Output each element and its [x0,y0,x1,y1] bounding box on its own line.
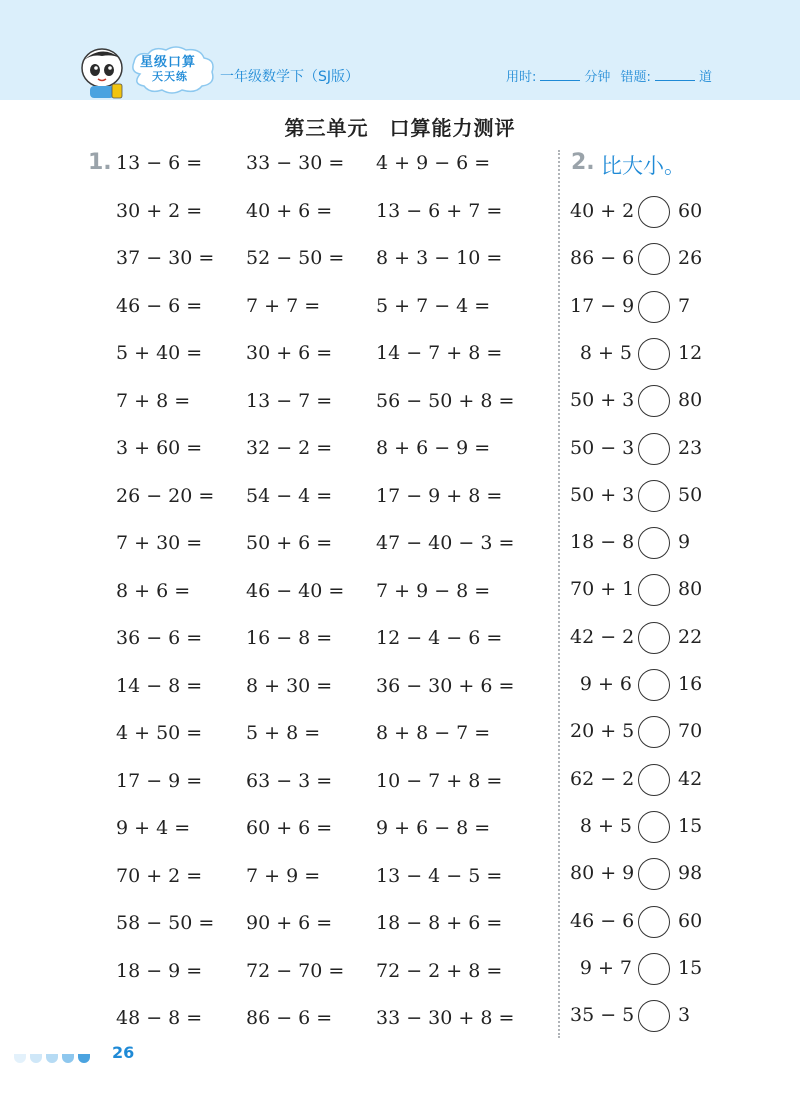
column-divider [558,150,560,1038]
section-1-number: 1. [88,150,112,175]
errors-label: 错题: [620,70,651,85]
calc-problem: 3 + 60 = [116,437,203,459]
compare-right-value: 9 [678,531,691,554]
calc-problem: 36 − 30 + 6 = [376,674,515,697]
calc-problem: 18 − 8 + 6 = [376,912,503,934]
calc-problem: 8 + 30 = [246,674,333,697]
compare-left-expression: 42 − 2 [570,625,635,648]
compare-left-expression: 8 + 5 [579,341,632,364]
calc-problem: 5 + 8 = [246,722,321,744]
compare-right-value: 22 [678,625,703,648]
calc-problem: 86 − 6 = [246,1007,333,1029]
compare-left-expression: 46 − 6 [570,909,635,932]
calc-problem: 30 + 2 = [116,199,203,222]
compare-answer-circle[interactable] [638,764,670,796]
calc-problem: 8 + 8 − 7 = [376,722,491,744]
calc-problem: 47 − 40 − 3 = [376,532,515,554]
calc-problem: 7 + 9 = [246,864,321,887]
compare-answer-circle[interactable] [638,953,670,985]
calc-problem: 52 − 50 = [246,247,345,269]
compare-answer-circle[interactable] [638,906,670,938]
compare-right-value: 70 [678,720,703,743]
compare-right-value: 23 [678,436,703,459]
calc-problem: 46 − 40 = [246,579,345,602]
time-blank[interactable] [540,70,580,81]
compare-left-expression: 9 + 6 [579,673,632,695]
calc-problem: 18 − 9 = [116,959,203,982]
calc-problem: 7 + 30 = [116,532,203,554]
calc-problem: 60 + 6 = [246,817,333,839]
section-2-number: 2. [571,150,595,175]
page-number: 26 [112,1043,135,1062]
compare-right-value: 16 [678,673,703,695]
calc-problem: 7 + 8 = [116,389,191,412]
calc-problem: 13 − 7 = [246,389,333,412]
calc-problem: 58 − 50 = [116,912,215,934]
compare-answer-circle[interactable] [638,243,670,275]
compare-answer-circle[interactable] [638,291,670,323]
compare-right-value: 80 [678,389,703,412]
calc-problem: 10 − 7 + 8 = [376,769,503,792]
calc-problem: 13 − 4 − 5 = [376,864,503,887]
compare-left-expression: 8 + 5 [579,814,632,837]
compare-answer-circle[interactable] [638,480,670,512]
calc-problem: 9 + 4 = [116,817,191,839]
calc-problem: 40 + 6 = [246,199,333,222]
calc-problem: 14 − 8 = [116,674,203,697]
compare-left-expression: 20 + 5 [570,720,635,743]
compare-right-value: 15 [678,814,703,837]
compare-left-expression: 50 + 3 [570,483,635,506]
compare-left-expression: 86 − 6 [570,247,635,270]
compare-right-value: 15 [678,956,703,979]
compare-answer-circle[interactable] [638,527,670,559]
calc-problem: 56 − 50 + 8 = [376,389,515,412]
compare-right-value: 26 [678,247,703,270]
compare-answer-circle[interactable] [638,716,670,748]
calc-problem: 46 − 6 = [116,294,203,317]
calc-problem: 33 − 30 = [246,152,345,174]
compare-left-expression: 50 − 3 [570,436,635,459]
calc-problem: 17 − 9 + 8 = [376,484,503,507]
book-title: 一年级数学下（SJ版） [220,69,360,85]
compare-answer-circle[interactable] [638,669,670,701]
calc-problem: 63 − 3 = [246,769,333,792]
compare-left-expression: 80 + 9 [570,862,635,885]
compare-answer-circle[interactable] [638,622,670,654]
compare-right-value: 50 [678,483,703,506]
calc-problem: 70 + 2 = [116,864,203,887]
compare-right-value: 42 [678,767,703,790]
errors-unit: 道 [698,70,712,85]
compare-right-value: 60 [678,200,703,222]
calc-problem: 37 − 30 = [116,247,215,269]
calc-problem: 50 + 6 = [246,532,333,554]
calc-problem: 7 + 9 − 8 = [376,579,491,602]
section-2-title: 比大小。 [601,154,685,178]
compare-answer-circle[interactable] [638,433,670,465]
compare-answer-circle[interactable] [638,196,670,228]
calc-problem: 54 − 4 = [246,484,333,507]
time-unit: 分钟 [584,70,611,85]
calc-problem: 5 + 7 − 4 = [376,294,491,317]
calc-problem: 13 − 6 = [116,152,203,174]
errors-blank[interactable] [655,70,695,81]
calc-problem: 12 − 4 − 6 = [376,627,503,649]
compare-left-expression: 70 + 1 [570,578,635,601]
compare-left-expression: 18 − 8 [570,531,635,554]
calc-problem: 30 + 6 = [246,342,333,364]
calc-problem: 33 − 30 + 8 = [376,1007,515,1029]
compare-answer-circle[interactable] [638,385,670,417]
compare-answer-circle[interactable] [638,338,670,370]
calc-problem: 5 + 40 = [116,342,203,364]
compare-left-expression: 9 + 7 [579,956,632,979]
mascot-icon [74,44,134,102]
calc-problem: 9 + 6 − 8 = [376,817,491,839]
compare-left-expression: 62 − 2 [570,767,635,790]
calc-problem: 16 − 8 = [246,627,333,649]
page-title: 第三单元 口算能力测评 [284,116,516,140]
calc-problem: 26 − 20 = [116,484,215,507]
compare-right-value: 60 [678,909,703,932]
calc-problem: 8 + 6 = [116,579,191,602]
footer-decoration [14,1048,94,1067]
calc-problem: 8 + 3 − 10 = [376,247,503,269]
calc-problem: 13 − 6 + 7 = [376,199,503,222]
calc-problem: 4 + 9 − 6 = [376,152,491,174]
calc-problem: 8 + 6 − 9 = [376,437,491,459]
compare-answer-circle[interactable] [638,574,670,606]
compare-left-expression: 40 + 2 [570,200,635,222]
compare-left-expression: 17 − 9 [570,294,635,317]
brand-subtitle: 天天练 [152,70,188,83]
compare-left-expression: 50 + 3 [570,389,635,412]
compare-answer-circle[interactable] [638,1000,670,1032]
compare-right-value: 12 [678,341,703,364]
compare-answer-circle[interactable] [638,858,670,890]
calc-problem: 36 − 6 = [116,627,203,649]
calc-problem: 72 − 2 + 8 = [376,959,503,982]
compare-right-value: 98 [678,862,703,885]
compare-answer-circle[interactable] [638,811,670,843]
brand-title: 星级口算 [140,55,197,70]
calc-problem: 14 − 7 + 8 = [376,342,503,364]
calc-problem: 72 − 70 = [246,959,345,982]
time-errors-meta [506,66,712,85]
calc-problem: 4 + 50 = [116,722,203,744]
compare-right-value: 80 [678,578,703,601]
time-label: 用时: [506,70,537,85]
calc-problem: 7 + 7 = [246,294,321,317]
compare-right-value: 7 [678,294,691,317]
calc-problem: 32 − 2 = [246,437,333,459]
calc-problem: 90 + 6 = [246,912,333,934]
calc-problem: 48 − 8 = [116,1007,203,1029]
compare-left-expression: 35 − 5 [570,1004,635,1027]
compare-right-value: 3 [678,1004,691,1027]
calc-problem: 17 − 9 = [116,769,203,792]
